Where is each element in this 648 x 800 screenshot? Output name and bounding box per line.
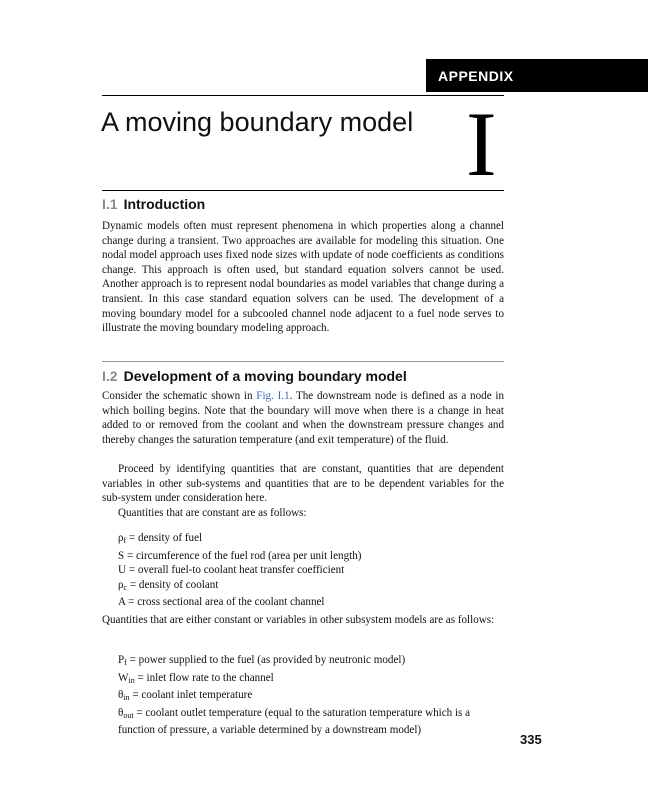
development-paragraph-3: Quantities that are constant are as follows: — [118, 507, 307, 519]
appendix-banner — [426, 59, 648, 92]
figure-link[interactable]: Fig. I.1 — [256, 390, 290, 402]
constants-list — [118, 531, 508, 610]
list-item: $\rho_c$ = density of coolant — [118, 578, 219, 592]
section-divider — [102, 361, 504, 362]
introduction-paragraph: Dynamic models often must represent phenomena in which properties along a channel change during a transient. Two approaches are available for modeling this situation. One nodal model approach uses fixed node sizes with update of node coefficients as conditions change. This approach is often used, but standard equation solvers cannot be used. Another approach is to represent nodal boundaries as model variables that change during a transient. In this case standard equation solvers can be used. The development of a moving boundary model for a subcooled channel node adjacent to a fuel node serves to illustrate the moving boundary modeling approach. — [102, 220, 505, 335]
list-item: A = cross sectional area of the coolant channel — [118, 596, 325, 609]
section-heading-development — [102, 368, 407, 384]
list-item: $\rho_f$ = density of fuel — [118, 532, 203, 545]
title-divider — [102, 190, 504, 191]
list-item: U = overall fuel-to coolant heat transfer coefficient — [118, 564, 345, 577]
list-item: $P_f$ = power supplied to the fuel (as provided by neutronic model) — [118, 654, 406, 667]
top-divider — [102, 95, 504, 96]
development-paragraph-1 — [102, 389, 504, 447]
paragraph-text: . The downstream node is defined as a node in which boiling begins. Note that the boundary will move when there is a change in heat added to or removed from the coolant and when the downstream pressure changes and thereby changes the saturation temperature (and exit temperature) of the fluid. — [102, 390, 504, 446]
list-item: $\theta_{in}$ = coolant inlet temperature — [118, 689, 253, 703]
list-item: $W_{in}$ = inlet flow rate to the channel — [118, 671, 274, 685]
list-item: S = circumference of the fuel rod (area per unit length) — [118, 549, 362, 562]
paragraph-text: Consider the schematic shown in — [102, 390, 257, 402]
list-item: $\theta_{out}$ = coolant outlet temperature (equal to the saturation temperature which is a function of pressure, a variable determined by a downstream model) — [118, 706, 471, 737]
section-heading-introduction — [102, 196, 205, 212]
development-paragraph-2: Proceed by identifying quantities that are constant, quantities that are dependent variables in other sub-systems and quantities that are to be dependent variables for the sub-system under consideration here. — [102, 463, 504, 505]
variables-list — [118, 653, 504, 738]
appendix-label: APPENDIX — [438, 67, 514, 84]
chapter-number: I — [466, 93, 497, 195]
page-number: 335 — [520, 732, 542, 747]
section-number: I.2 — [102, 368, 118, 384]
section-number: I.1 — [102, 196, 118, 212]
section-title: Introduction — [123, 196, 206, 212]
development-paragraph-4: Quantities that are either constant or variables in other subsystem models are as follows: — [102, 614, 495, 626]
chapter-title: A moving boundary model — [101, 107, 414, 137]
section-title: Development of a moving boundary model — [123, 368, 407, 384]
